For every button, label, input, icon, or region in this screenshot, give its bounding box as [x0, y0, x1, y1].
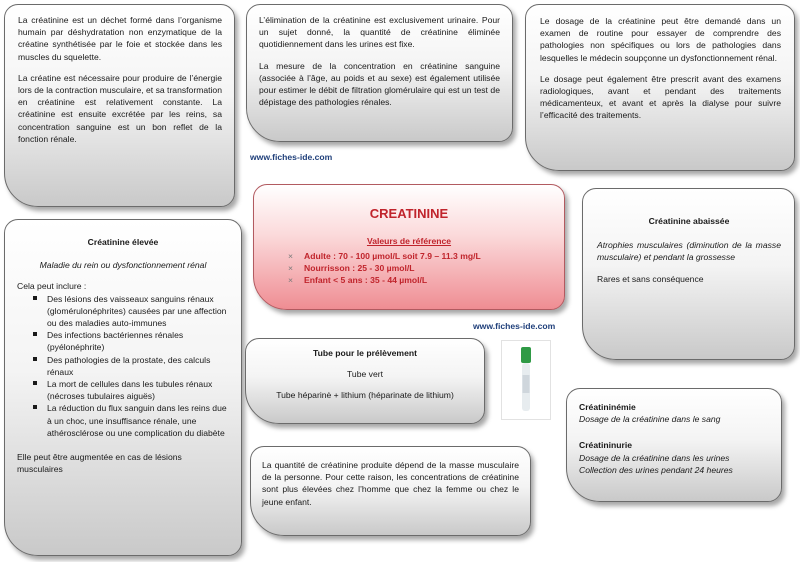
green-tube-icon: [502, 341, 550, 419]
cause-text: Des pathologies de la prostate, des calculs rénaux: [47, 354, 211, 377]
quantity-card: [250, 446, 531, 536]
reference-values-list: [264, 250, 554, 287]
tube-label: [523, 375, 530, 393]
elimination-paragraph-1: L’élimination de la créatinine est exclusivement urinaire. Pour un sujet donné, la quantité de créatinine éliminée quotidiennement dans les urines est fixe.: [259, 15, 500, 50]
reference-value: Enfant < 5 ans : 35 - 44 µmol/L: [304, 275, 428, 286]
cause-text: La mort de cellules dans les tubules rénaux (nécroses tubulaires aiguës): [47, 379, 213, 402]
definition-paragraph-2: La créatine est nécessaire pour produire de l’énergie lors de la contraction musculaire, et sa transformation en créatinine est relativement constante. La créatinine est ensuite excrétée par les reins, sa concentration sanguine est un bon reflet de la fonction rénale.: [18, 72, 222, 144]
reference-values-card: [253, 184, 565, 310]
low-creatinine-title: Créatinine abaissée: [648, 216, 730, 226]
definition-paragraph-1: La créatinine est un déchet formé dans l’organisme humain par déshydratation non enzymatique de la créatine synthétisée par le foie et stockée dans les muscles du squelette.: [18, 15, 222, 62]
sample-tube-line-1: Tube vert: [347, 369, 383, 380]
website-link-top[interactable]: www.fiches-ide.com: [250, 152, 333, 162]
cause-text: Des infections bactériennes rénales (pyélonéphrite): [47, 330, 184, 353]
square-bullet-icon: [33, 332, 37, 336]
low-creatinine-card: [582, 188, 795, 360]
list-item: [288, 262, 554, 274]
reference-values-title: Valeurs de référence: [366, 236, 452, 247]
high-creatinine-intro: Cela peut inclure :: [17, 281, 87, 292]
list-item: [47, 329, 229, 353]
square-bullet-icon: [33, 405, 37, 409]
quantity-text: La quantité de créatinine produite dépend de la masse musculaire de la personne. Pour cette raison, les concentrations de créatinine sont plus élevées chez l’homme que chez la femme ou chez le jeune enfant.: [262, 460, 519, 507]
list-item: [47, 378, 229, 402]
sample-tube-card: [245, 338, 485, 424]
reference-value: Adulte : 70 - 100 µmol/L soit 7.9 – 11.3 mg/L: [304, 250, 481, 261]
list-item: [288, 274, 554, 286]
high-creatinine-causes-list: [17, 293, 229, 439]
elimination-paragraph-2: La mesure de la concentration en créatinine sanguine (associée à l’âge, au poids et au sexe) est également utilisée pour estimer le débit de filtration glomérulaire qui est un test de dépistage des pathologies rénales.: [259, 60, 500, 108]
cross-bullet-icon: ×: [288, 262, 294, 273]
term-creatininemie: Créatininémie: [579, 402, 636, 412]
tube-cap: [521, 347, 531, 363]
dosage-paragraph-1: Le dosage de la créatinine peut être demandé dans un examen de routine pour essayer de comprendre des pathologies non spécifiques ou lors de pathologies dans lesquelles le médecin soupçonne un dysfonctionnement rénal.: [540, 16, 781, 63]
list-item: [288, 250, 554, 262]
cause-text: La réduction du flux sanguin dans les reins due à un choc, une insuffisance rénale, une athérosclérose ou une complication du diabète: [47, 403, 227, 438]
elimination-card: [246, 4, 513, 142]
list-item: [47, 354, 229, 378]
cross-bullet-icon: ×: [288, 275, 294, 286]
dosage-paragraph-2: Le dosage peut également être prescrit avant des examens radiologiques, avant et pendant des traitements médicamenteux, et avant et après la dialyse pour suivre l’efficacité des traitements.: [540, 73, 781, 121]
low-creatinine-causes: Atrophies musculaires (diminution de la masse musculaire) et pendant la grossesse: [597, 240, 781, 263]
low-creatinine-note: Rares et sans conséquence: [597, 273, 704, 284]
cross-bullet-icon: ×: [288, 250, 294, 261]
square-bullet-icon: [33, 357, 37, 361]
square-bullet-icon: [33, 381, 37, 385]
definition-card: [4, 4, 235, 207]
dosage-card: [525, 4, 795, 171]
term-creatininurie-collection: Collection des urines pendant 24 heures: [579, 464, 733, 475]
reference-value: Nourrisson : 25 - 30 µmol/L: [304, 262, 415, 273]
high-creatinine-card: [4, 219, 242, 556]
website-link-middle[interactable]: www.fiches-ide.com: [473, 321, 556, 331]
main-title: CREATININE: [369, 206, 449, 221]
list-item: [47, 402, 229, 439]
term-creatininurie-definition: Dosage de la créatinine dans les urines: [579, 452, 730, 463]
sample-tube-title: Tube pour le prélèvement: [313, 348, 417, 358]
high-creatinine-outro: Elle peut être augmentée en cas de lésions musculaires: [17, 452, 182, 475]
high-creatinine-title: Créatinine élevée: [87, 237, 159, 247]
term-creatininemie-definition: Dosage de la créatinine dans le sang: [579, 414, 721, 425]
terms-card: [566, 388, 782, 502]
square-bullet-icon: [33, 296, 37, 300]
sample-tube-line-2: Tube héparinė + lithium (héparinate de lithium): [276, 390, 454, 401]
list-item: [47, 293, 229, 330]
cause-text: Des lésions des vaisseaux sanguins rénaux (glomérulonéphrites) causées par une affection ou des maladies auto-immunes: [47, 293, 227, 329]
term-creatininurie: Créatininurie: [579, 440, 633, 451]
green-tube-image: [501, 340, 551, 420]
high-creatinine-subtitle: Maladie du rein ou dysfonctionnement rénal: [39, 260, 207, 271]
